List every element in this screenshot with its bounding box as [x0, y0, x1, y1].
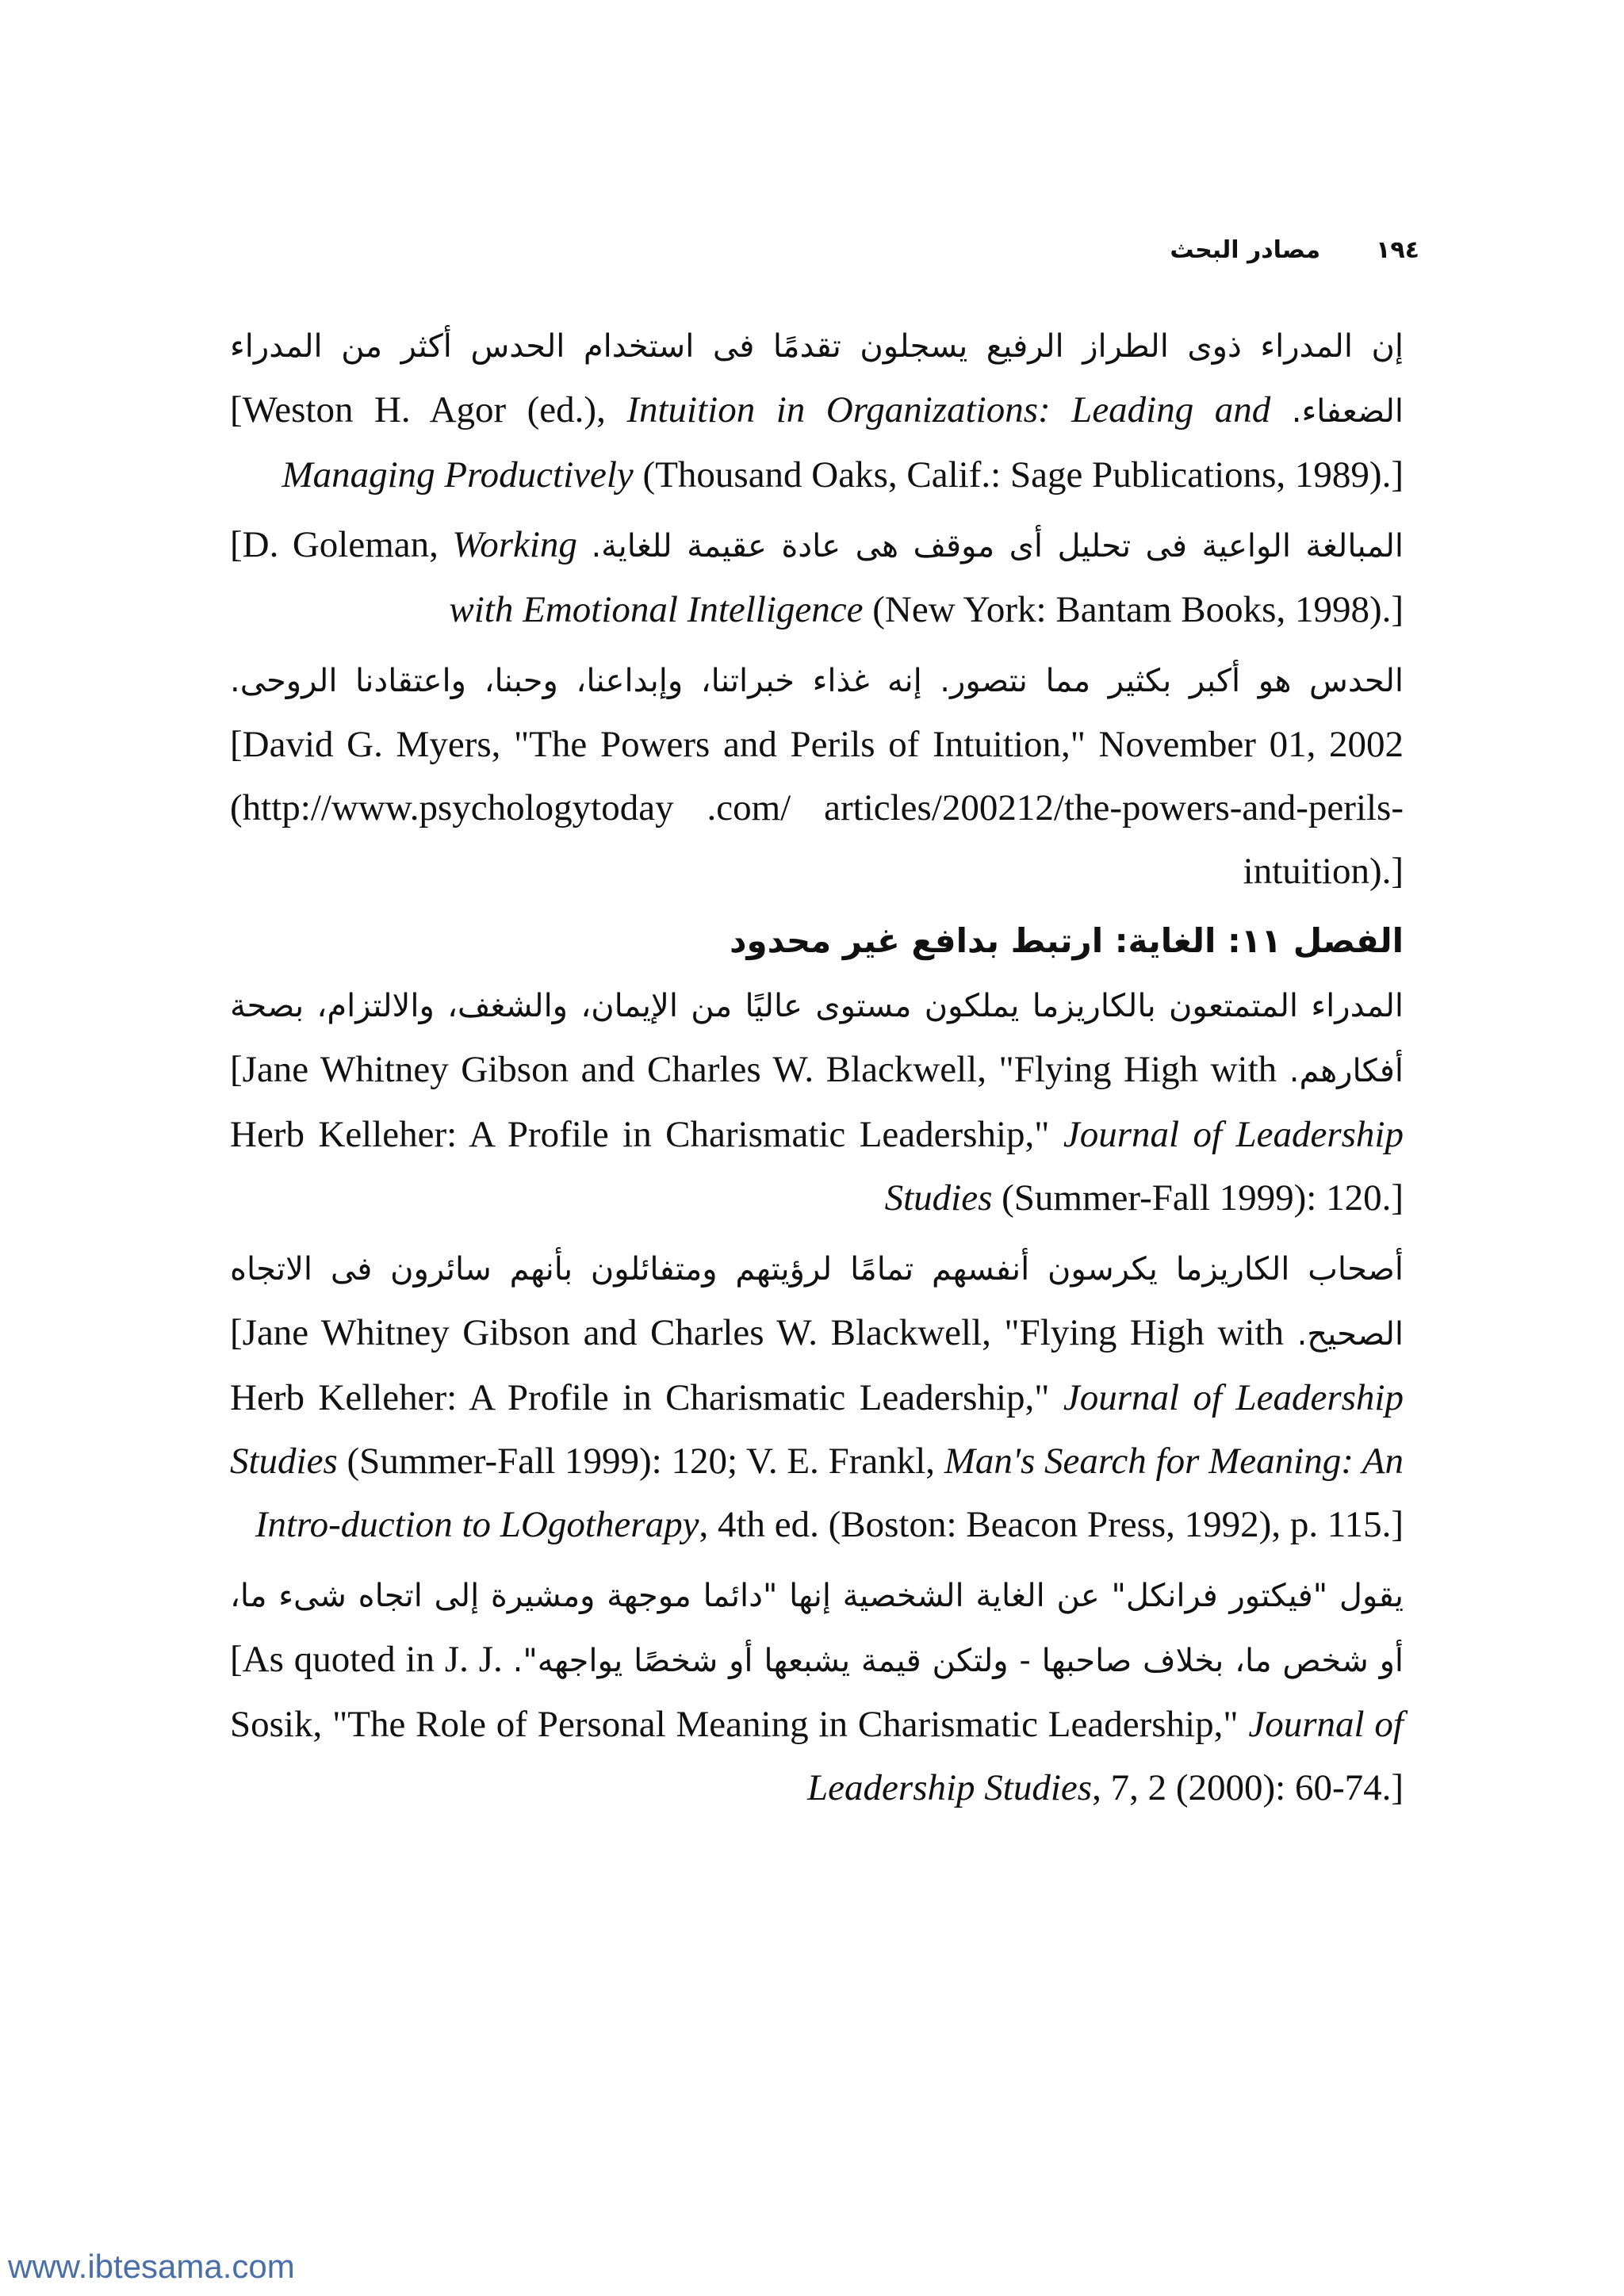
page-number: ١٩٤ [1376, 235, 1419, 264]
references-body [230, 313, 1404, 1826]
citation-title: Journal of Leadership Studies [807, 1704, 1404, 1808]
citation: [As quoted in J. J. Sosik, "The Role of Personal Meaning in Charismatic Leadership," Journal of Leadership Studies, 7, 2 (2000): 60-74.] [230, 1639, 1404, 1808]
quote-text: المدراء المتمتعون بالكاريزما يملكون مستوى عاليًا من الإيمان، والشغف، والالتزام، بصحة أفكارهم. [230, 988, 1404, 1089]
quote-text: أصحاب الكاريزما يكرسون أنفسهم تمامًا لرؤيتهم ومتفائلون بأنهم سائرون فى الاتجاه الصحيح. [230, 1251, 1404, 1353]
reference-entry [230, 513, 1404, 641]
quote-text: الحدس هو أكبر بكثير مما نتصور. إنه غذاء خبراتنا، وإبداعنا، وحبنا، واعتقادنا الروحى. [230, 663, 1404, 699]
citation: [Jane Whitney Gibson and Charles W. Blackwell, "Flying High with Herb Kelleher: A Profile in Charismatic Leadership," Journal of Leadership Studies (Summer-Fall 1999): 120; V. E. Frankl, Man's Search for Meaning: An Intro-duction to LOgotherapy, 4th ed. (Boston: Beacon Press, 1992), p. 115.] [230, 1312, 1404, 1545]
page-header [1094, 226, 1419, 274]
citation: [Jane Whitney Gibson and Charles W. Blackwell, "Flying High with Herb Kelleher: A Profile in Charismatic Leadership," Journal of Leadership Studies (Summer-Fall 1999): 120.] [230, 1049, 1404, 1219]
reference-entry [230, 1563, 1404, 1820]
citation: [David G. Myers, "The Powers and Perils of Intuition," November 01, 2002 (http://www.psychologytoday .com/ articles/200212/the-powers-and-perils-intuition).] [230, 724, 1404, 892]
reference-entry [230, 1236, 1404, 1556]
citation-title: Man's Search for Meaning: An Intro-duction to LOgotherapy [255, 1441, 1404, 1545]
citation-title: Journal of Leadership Studies [884, 1114, 1404, 1219]
quote-text: المبالغة الواعية فى تحليل أى موقف هى عادة عقيمة للغاية. [591, 528, 1404, 564]
citation: [Weston H. Agor (ed.), Intuition in Organizations: Leading and Managing Productively (Thousand Oaks, Calif.: Sage Publications, 1989).] [230, 389, 1404, 496]
citation: [D. Goleman, Working with Emotional Intelligence (New York: Bantam Books, 1998).] [230, 524, 1404, 630]
reference-entry [230, 648, 1404, 903]
citation-title: Intuition in Organizations: Leading and Managing Productively [282, 389, 1271, 496]
site-watermark: www.ibtesama.com [8, 2248, 295, 2285]
chapter-heading: الفصل ١١: الغاية: ارتبط بدافع غير محدود [730, 921, 1404, 960]
reference-entry [230, 313, 1404, 507]
running-title: مصادر البحث [1170, 235, 1321, 264]
reference-entry [230, 973, 1404, 1230]
quote-text: إن المدراء ذوى الطراز الرفيع يسجلون تقدمًا فى استخدام الحدس أكثر من المدراء الضعفاء. [230, 328, 1404, 430]
quote-text: يقول "فيكتور فرانكل" عن الغاية الشخصية إنها "دائما موجهة ومشيرة إلى اتجاه شىء ما، أو شخص ما، بخلاف صاحبها - ولتكن قيمة يشبعها أو شخصًا يواجهه". [230, 1578, 1404, 1679]
citation-title: Working with Emotional Intelligence [449, 524, 864, 630]
citation-title: Journal of Leadership Studies [230, 1377, 1404, 1482]
